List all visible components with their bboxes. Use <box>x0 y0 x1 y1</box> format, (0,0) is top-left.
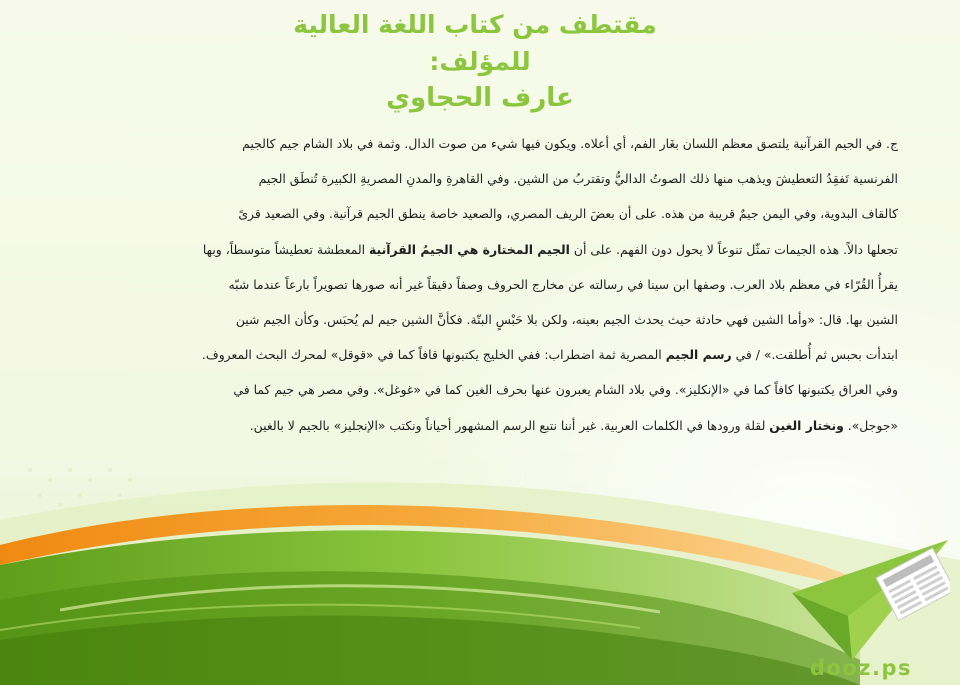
text-line <box>100 302 898 337</box>
text-line <box>100 267 898 302</box>
text-segment: ابتدأت بحبس ثم أُطلقت.» / في <box>731 347 898 363</box>
text-segment: تجعلها دالاً. هذه الجيمات تمثّل تنوعاً لا يحول دون الفهم. على أن <box>569 241 898 257</box>
text-segment: لقلة ورودها في الكلمات العربية. غير أننا نتبع الرسم المشهور أحياناً ونكتب «الإنجليز» بالجيم لا بالغين. <box>249 417 770 433</box>
text-line <box>100 337 898 372</box>
brand-watermark: dooz.ps <box>809 656 912 680</box>
text-line <box>100 408 898 443</box>
bold-phrase: ونختار الغين <box>769 417 844 433</box>
text-line <box>100 161 898 196</box>
text-segment: المعطشة تعطيشاً متوسطاً، وبها <box>202 241 370 257</box>
text-segment: الفرنسية تَفقِدُ التعطيشَ ويذهب منها ذلك الصوتُ الداليُّ وتقتربُ من الشين. وفي القاهرةِ والمدنِ المصريةِ الكبيرة تُنطَق الجيم <box>258 171 898 187</box>
text-line <box>100 126 898 161</box>
text-line <box>100 196 898 231</box>
text-segment: يقرأُ القُرّاء في معظم بلاد العرب. وصفها ابن سينا في رسالته عن مخارج الحروف وصفاً دقيقاً غير أنه صورها تصويراً بارعاً عندما شبّه <box>228 276 898 292</box>
text-line <box>100 232 898 267</box>
author-label: للمؤلف: <box>429 47 531 76</box>
text-segment: ج. في الجيم القرآنية يلتصق معظم اللسان بغَار الفم، أي أعلاه. ويكون فيها شيء من صوت الدال. وثمة في بلاد الشام جيم كالجيم <box>242 136 898 151</box>
text-segment: الشين بها. قال: «وأما الشين فهي حادثة حيث يحدث الجيم بعينه، ولكن بلا حَبْسٍ البتّة. فكأنَّ الشين جيم لم يُحبَس. وكأن الجيم شين <box>235 311 898 327</box>
document-title: مقتطف من كتاب اللغة العالية <box>293 10 657 39</box>
header <box>0 6 960 117</box>
article-body <box>100 126 898 443</box>
paper-plane-newspaper-icon <box>790 538 950 663</box>
author-name: عارف الحجاوي <box>386 83 574 113</box>
text-line <box>100 372 898 407</box>
text-segment: وفي العراق يكتبونها كافاً كما في «الإنكليز». وفي بلاد الشام يعبرون عنها بحرف الغين كما في «غوغل». وفي مصر هي جيم كما في <box>233 382 898 398</box>
bold-phrase: رسم الجيم <box>665 347 732 363</box>
bold-phrase: الجيم المختارة هي الجيمُ القرآنية <box>369 241 570 257</box>
text-segment: المصرية ثمة اضطراب: ففي الخليج يكتبونها قافاً كما في «قوقل» لمحرك البحث المعروف. <box>201 347 666 363</box>
text-segment: «جوجل». <box>843 417 898 433</box>
text-segment: كالقاف البدوية، وفي اليمن جيمٌ قريبة من هذه. على أن بعضَ الريف المصري، والصعيد خاصة ينطق الجيم قرآنية. وفي الصعيد قرىً <box>238 206 898 222</box>
